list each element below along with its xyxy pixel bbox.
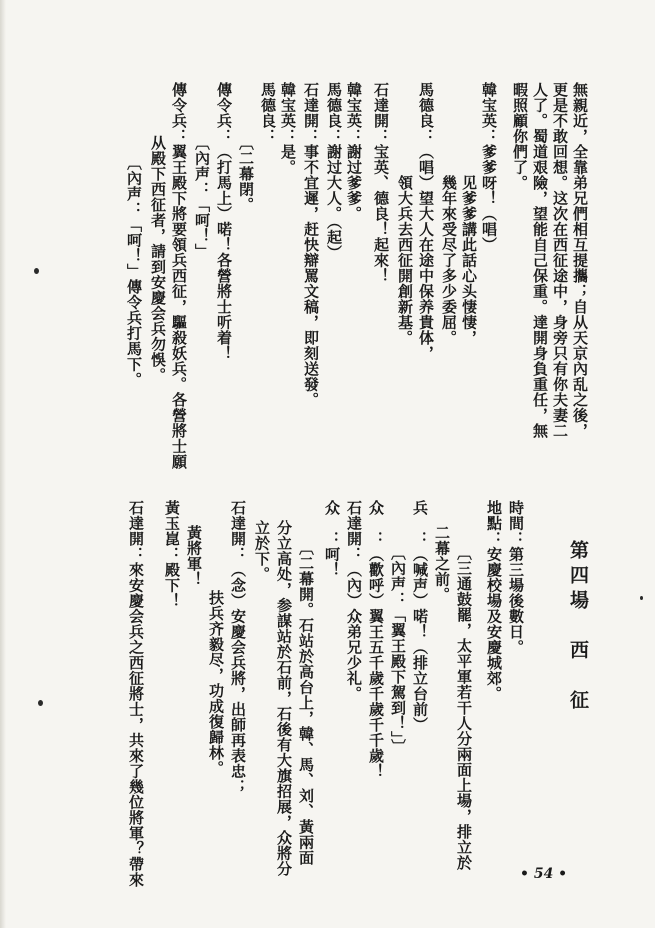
text-column: 傳令兵：（打馬上）喏！各營將士听着！ [215, 82, 233, 361]
text-column: 韓宝英：是。 [279, 82, 297, 175]
text-column: 地點：安慶校場及安慶城郊。 [485, 500, 503, 702]
text-column: 〔內声：「呵！」 [193, 135, 211, 259]
text-column: 石達開：宝英、德良！起來！ [372, 82, 390, 284]
text-column: 人了。蜀道艰險，望能自己保重。達開身負重任，無 [531, 82, 549, 439]
text-column: 分立高处，参謀站於石前，石後有大旗招展，众將分 [275, 520, 293, 877]
text-column: 石達開：（念）安慶会兵將，出師再表忠； [229, 500, 247, 795]
text-column: 见爹爹講此話心头悽悽， [460, 175, 478, 346]
text-column: 二幕之前。 [433, 525, 451, 603]
text-column: 兵 ：（喊声）喏！（排立台前） [411, 500, 429, 733]
text-column: 幾年來受尽了多少委屈。 [440, 175, 458, 346]
text-column: 黃玉崑：殿下！ [163, 500, 181, 609]
text-column: 更是不敢回想。这次在西征途中，身旁只有你夫妻二 [551, 82, 569, 439]
text-column: 扶兵齐毅尽，功成復歸林。 [207, 590, 225, 776]
scene-heading: 第四場 西 征 [567, 540, 589, 715]
ink-speck [38, 700, 43, 706]
text-column: 立於下。 [253, 520, 271, 582]
page-number: • 54 • [520, 866, 568, 882]
text-column: 馬德良： [259, 82, 277, 144]
text-column: 〔三通鼓罷，太平軍若干人分兩面上場，排立於 [455, 545, 473, 871]
text-column: 从殿下西征者，請到安慶会兵勿悞。 [149, 135, 167, 383]
text-column: 韓宝英：爹爹呀！（唱） [480, 82, 498, 253]
text-column: 〔二幕開。石站於高台上，韓、馬、刘、黃兩面 [297, 540, 315, 866]
text-column: 馬德良：謝过大人。（起） [325, 82, 343, 261]
text-column: 傳令兵：翼王殿下將要領兵西征，驅殺妖兵。各營將士願 [170, 82, 188, 470]
ink-speck [640, 596, 643, 600]
text-column: 時間：第三場後數日。 [507, 500, 525, 655]
text-column: 韓宝英：謝过爹爹。 [345, 82, 363, 222]
text-column: 暇照顧你們了。 [511, 82, 529, 191]
text-column: 馬德良：（唱）望大人在途中保养貴体， [417, 82, 435, 361]
page-edge-shadow [0, 0, 6, 928]
text-column: 众 ：呵！ [323, 500, 341, 578]
text-column: 〔內声：「翼王殿下駕到！」〕 [389, 545, 407, 755]
text-column: 無親近，全靠弟兄們相互提攜；自从天京內乱之後， [571, 82, 589, 439]
text-column: 石達開：（內）众弟兄少礼。 [345, 500, 363, 702]
ink-speck [34, 268, 39, 274]
text-column: 〔二幕閉。 [237, 135, 255, 213]
text-column: 众 ：（歡呼）翼王五千歲千歲千千歲！ [367, 500, 385, 779]
text-column: 石達開：來安慶会兵之西征將士，共來了幾位將軍？帶來 [127, 500, 145, 888]
text-column: 〔內声：「呵！」傳令兵打馬下。 [125, 155, 143, 388]
text-column: 領大兵去西征開創新基。 [396, 175, 414, 346]
text-column: 石達開：事不宜遲，赶快辯罵文稿，即刻送發。 [302, 82, 320, 408]
text-column: 黃將軍！ [185, 525, 203, 587]
